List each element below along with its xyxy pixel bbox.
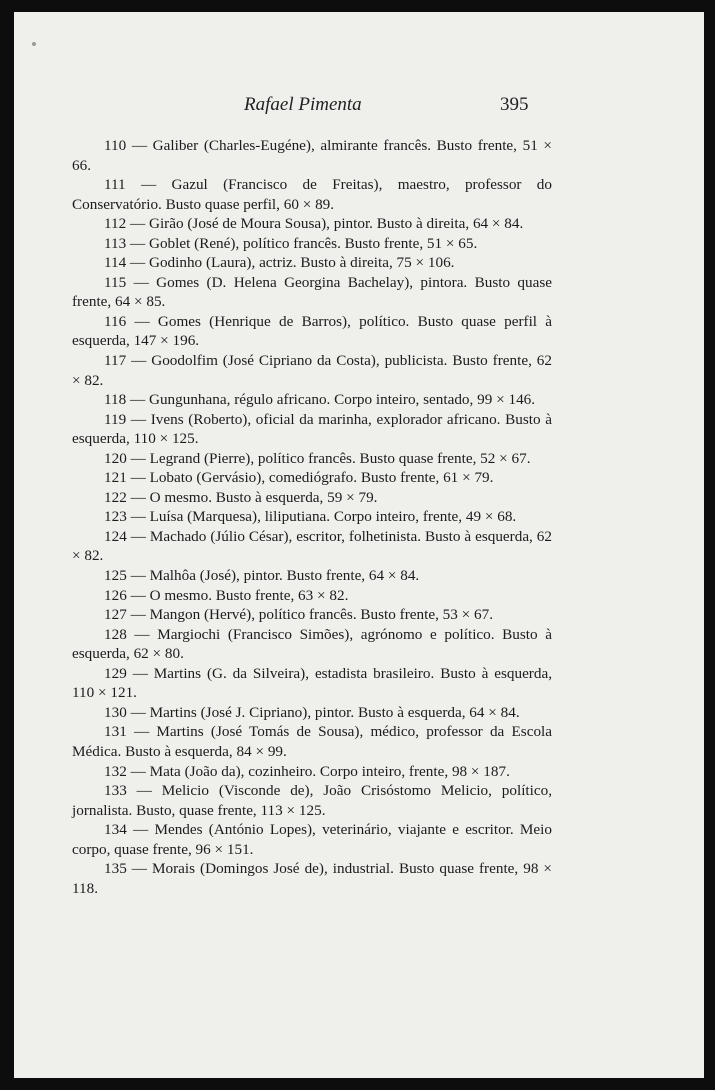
catalogue-entry: 119 — Ivens (Roberto), oficial da marinha, explorador africano. Busto à esquerda, 110 × 125.	[72, 410, 552, 448]
catalogue-entry: 118 — Gungunhana, régulo africano. Corpo inteiro, sentado, 99 × 146.	[104, 391, 536, 409]
catalogue-entry: 123 — Luísa (Marquesa), liliputiana. Corpo inteiro, frente, 49 × 68.	[104, 508, 517, 526]
catalogue-entry: 132 — Mata (João da), cozinheiro. Corpo inteiro, frente, 98 × 187.	[104, 762, 510, 780]
catalogue-entry: 126 — O mesmo. Busto frente, 63 × 82.	[104, 586, 349, 604]
catalogue-entry: 121 — Lobato (Gervásio), comediógrafo. Busto frente, 61 × 79.	[104, 469, 494, 487]
running-title: Rafael Pimenta	[244, 94, 362, 115]
catalogue-entry: 134 — Mendes (António Lopes), veterinário, viajante e escritor. Meio corpo, quase frente, 96 × 151.	[72, 821, 552, 858]
catalogue-entry: 124 — Machado (Júlio César), escritor, folhetinista. Busto à esquerda, 62 × 82.	[72, 527, 552, 565]
catalogue-entry: 131 — Martins (José Tomás de Sousa), médico, professor da Escola Médica. Busto à esquerda, 84 × 99.	[72, 723, 552, 760]
catalogue-entry: 117 — Goodolfim (José Cipriano da Costa), publicista. Busto frente, 62 × 82.	[72, 352, 552, 389]
book-page	[14, 12, 704, 1078]
catalogue-entry: 120 — Legrand (Pierre), político francês. Busto quase frente, 52 × 67.	[104, 449, 531, 467]
catalogue-entry: 110 — Galiber (Charles-Eugéne), almirante francês. Busto frente, 51 × 66.	[72, 137, 552, 174]
catalogue-entry: 133 — Melicio (Visconde de), João Crisóstomo Melicio, político, jornalista. Busto, quase frente, 113 × 125.	[72, 782, 552, 819]
paper-speck	[32, 42, 36, 46]
catalogue-entry: 116 — Gomes (Henrique de Barros), político. Busto quase perfil à esquerda, 147 × 196.	[72, 312, 552, 350]
catalogue-entry: 114 — Godinho (Laura), actriz. Busto à direita, 75 × 106.	[104, 254, 455, 272]
page-number: 395	[500, 94, 529, 115]
catalogue-entry: 115 — Gomes (D. Helena Georgina Bachelay), pintora. Busto quase frente, 64 × 85.	[72, 273, 552, 311]
catalogue-entry: 111 — Gazul (Francisco de Freitas), maestro, professor do Conservatório. Busto quase perfil, 60 × 89.	[72, 176, 552, 213]
catalogue-entry: 135 — Morais (Domingos José de), industrial. Busto quase frente, 98 × 118.	[72, 860, 552, 897]
catalogue-entries	[72, 136, 552, 898]
catalogue-entry: 125 — Malhôa (José), pintor. Busto frente, 64 × 84.	[104, 567, 420, 585]
catalogue-entry: 130 — Martins (José J. Cipriano), pintor. Busto à esquerda, 64 × 84.	[104, 703, 520, 721]
page-header	[14, 94, 704, 124]
catalogue-entry: 113 — Goblet (René), político francês. Busto frente, 51 × 65.	[104, 234, 478, 252]
catalogue-entry: 122 — O mesmo. Busto à esquerda, 59 × 79.	[104, 488, 378, 506]
catalogue-entry: 127 — Mangon (Hervé), político francês. Busto frente, 53 × 67.	[104, 606, 494, 624]
catalogue-entry: 112 — Girão (José de Moura Sousa), pintor. Busto à direita, 64 × 84.	[104, 215, 524, 233]
catalogue-entry: 129 — Martins (G. da Silveira), estadista brasileiro. Busto à esquerda, 110 × 121.	[72, 664, 552, 702]
catalogue-entry: 128 — Margiochi (Francisco Simões), agrónomo e político. Busto à esquerda, 62 × 80.	[72, 625, 552, 663]
